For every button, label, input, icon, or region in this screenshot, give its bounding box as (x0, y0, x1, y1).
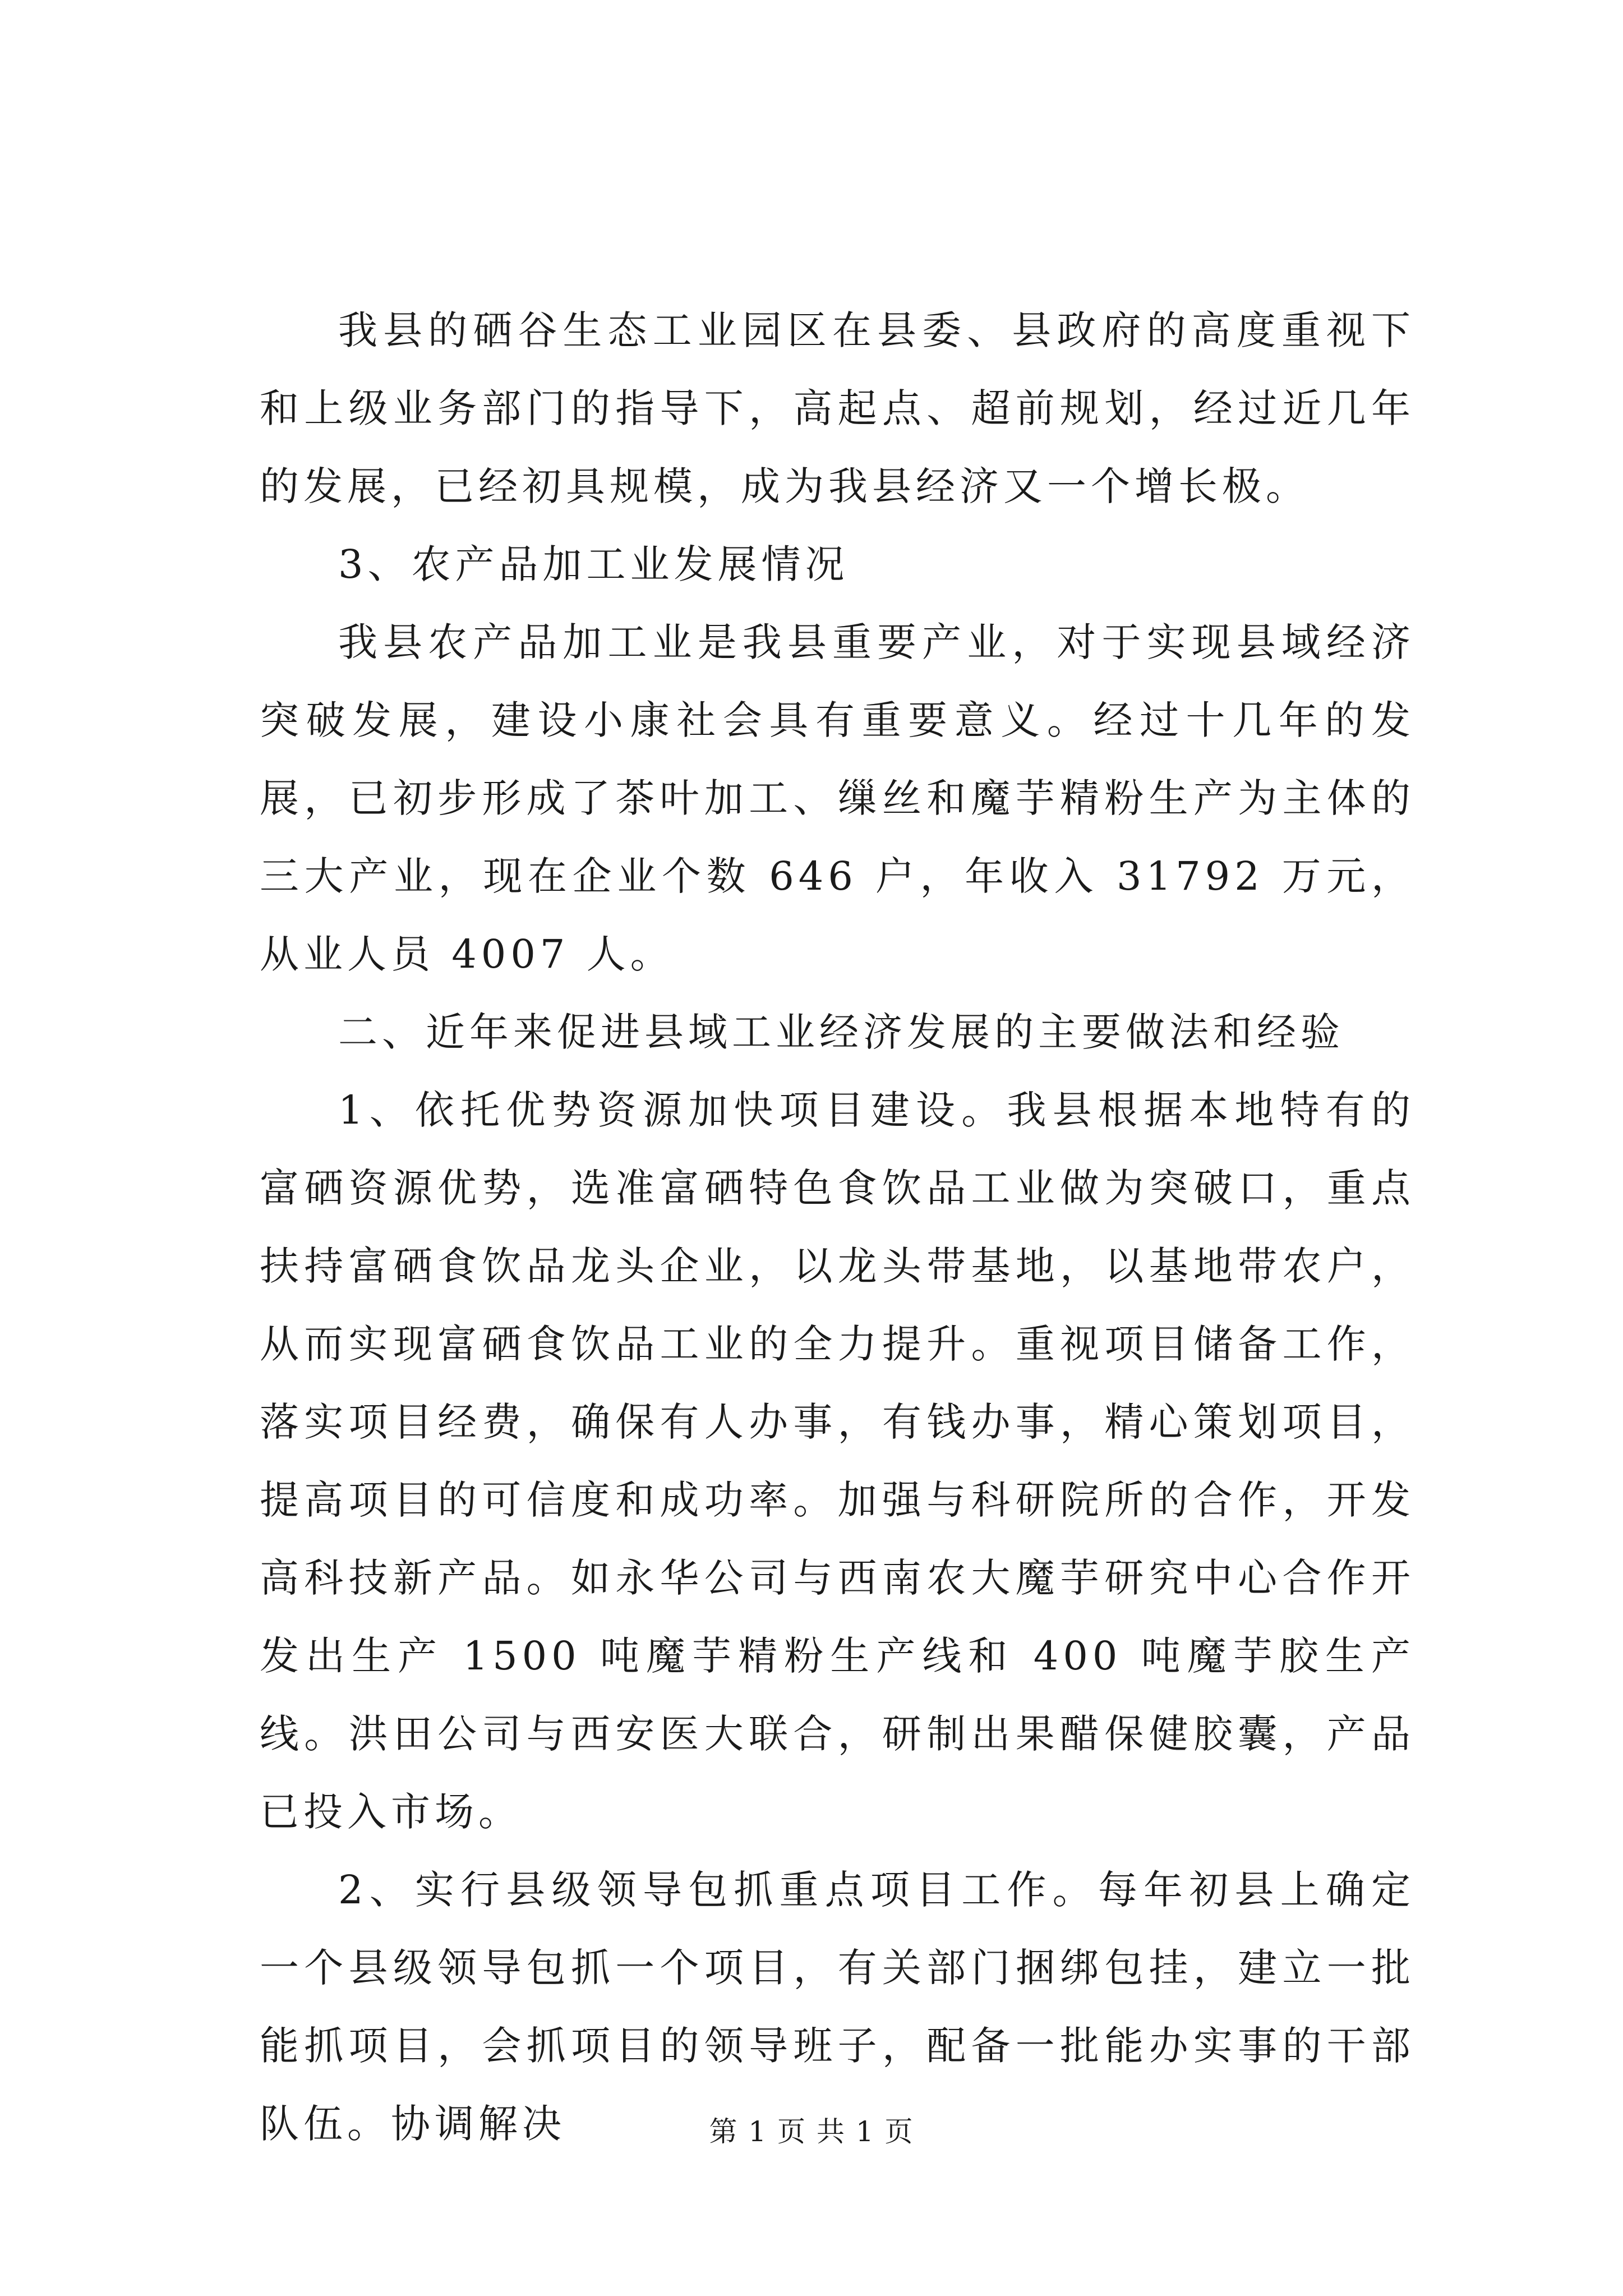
heading-3-agri-processing: 3、农产品加工业发展情况 (338, 541, 849, 587)
heading-section-2: 二、近年来促进县域工业经济发展的主要做法和经验 (338, 1009, 1344, 1055)
body-text (260, 292, 1415, 2163)
paragraph-item-1: 1、依托优势资源加快项目建设。我县根据本地特有的富硒资源优势，选准富硒特色食饮品工业做为突破口，重点扶持富硒食饮品龙头企业，以龙头带基地，以基地带农户，从而实现富硒食饮品工业的全力提升。重视项目储备工作，落实项目经费，确保有人办事，有钱办事，精心策划项目，提高项目的可信度和成功率。加强与科研院所的合作，开发高科技新产品。如永华公司与西南农大魔芋研究中心合作开发出生产 1500 吨魔芋精粉生产线和 400 吨魔芋胶生产线。洪田公司与西安医大联合，研制出果醋保健胶囊，产品已投入市场。 (260, 1087, 1415, 1835)
page-footer: 第 1 页 共 1 页 (709, 2115, 914, 2148)
paragraph-agri-processing: 我县农产品加工业是我县重要产业，对于实现县域经济突破发展，建设小康社会具有重要意义。经过十几年的发展，已初步形成了茶叶加工、缫丝和魔芋精粉生产为主体的三大产业，现在企业个数 646 户，年收入 31792 万元，从业人员 4007 人。 (260, 619, 1415, 977)
paragraph-item-2: 2、实行县级领导包抓重点项目工作。每年初县上确定一个县级领导包抓一个项目，有关部门捆绑包挂，建立一批能抓项目，会抓项目的领导班子，配备一批能办实事的干部队伍。协调解决 (260, 1867, 1415, 2147)
paragraph-yuanqu: 我县的硒谷生态工业园区在县委、县政府的高度重视下和上级业务部门的指导下，高起点、超前规划，经过近几年的发展，已经初具规模，成为我县经济又一个增长极。 (260, 307, 1415, 509)
